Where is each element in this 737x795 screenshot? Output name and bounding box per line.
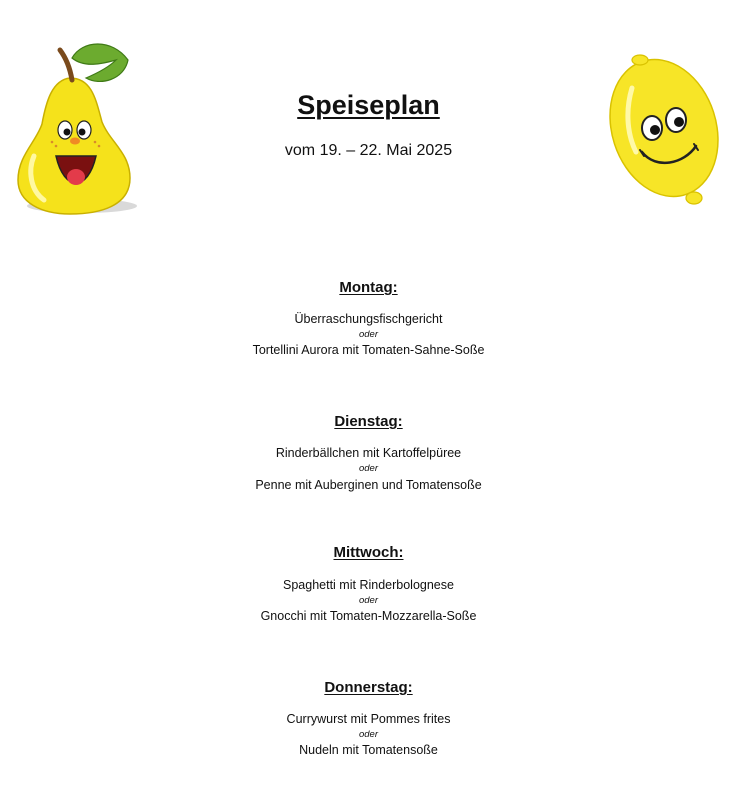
dish-option-1: Spaghetti mit Rinderbolognese [283, 578, 454, 592]
dish-option-1: Rinderbällchen mit Kartoffelpüree [275, 446, 462, 460]
day-title-donnerstag: Donnerstag: [324, 679, 413, 696]
dish-option-2: Gnocchi mit Tomaten-Mozzarella-Soße [260, 609, 477, 623]
separator-oder: oder [358, 463, 378, 474]
dish-option-2: Penne mit Auberginen und Tomatensoße [255, 478, 482, 492]
separator-oder: oder [358, 595, 378, 606]
dish-option-2: Tortellini Aurora mit Tomaten-Sahne-Soße [252, 343, 485, 357]
page-title: Speiseplan [297, 90, 440, 120]
day-title-montag: Montag: [339, 279, 398, 296]
dish-option-2: Nudeln mit Tomatensoße [299, 743, 438, 757]
date-range: vom 19. – 22. Mai 2025 [284, 142, 453, 159]
day-title-dienstag: Dienstag: [334, 413, 403, 430]
separator-oder: oder [358, 329, 378, 340]
dish-option-1: Überraschungsfischgericht [294, 312, 443, 326]
separator-oder: oder [358, 729, 378, 740]
day-title-mittwoch: Mittwoch: [333, 544, 404, 561]
smiling-lemon-icon [606, 48, 726, 208]
smiling-pear-icon [12, 38, 142, 218]
dish-option-1: Currywurst mit Pommes frites [286, 712, 451, 726]
